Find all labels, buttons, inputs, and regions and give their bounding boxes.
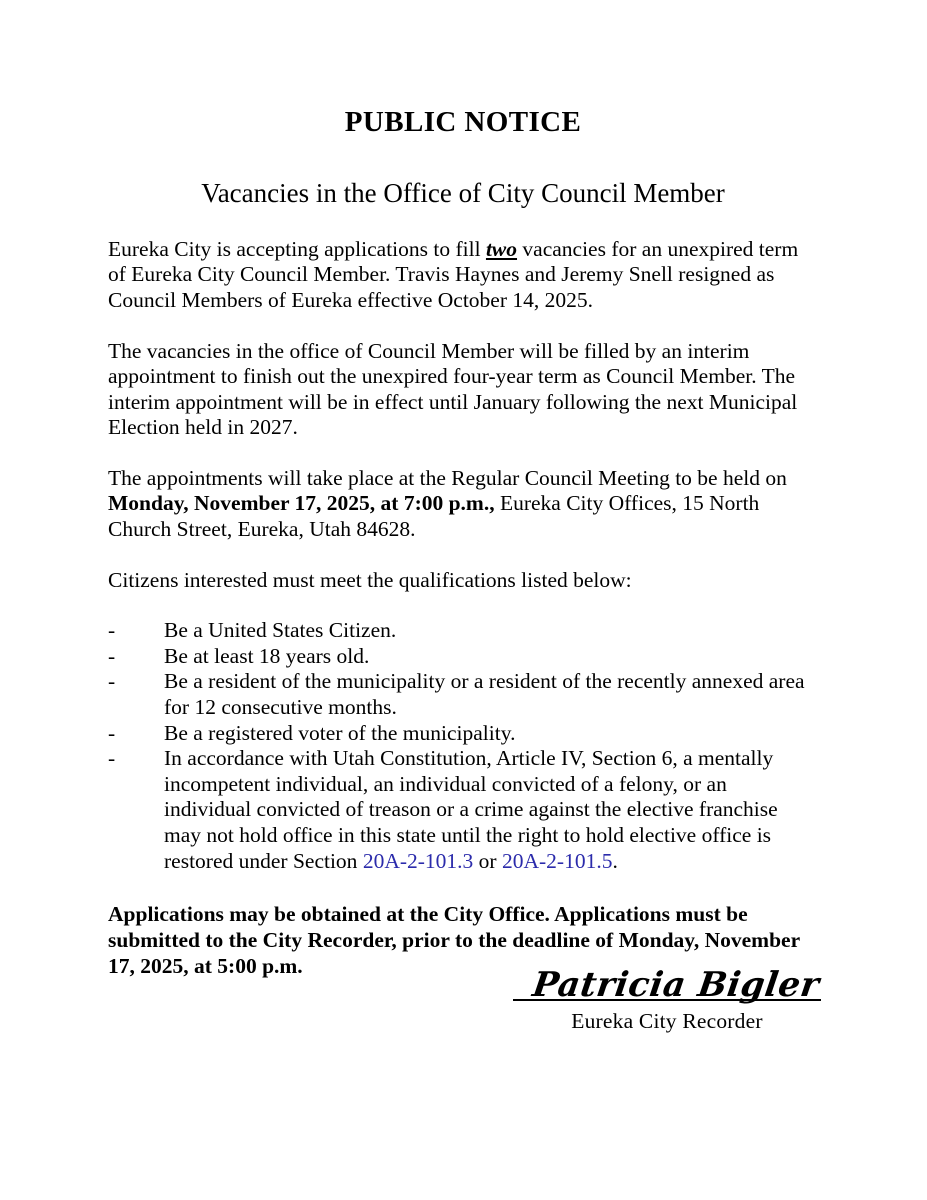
- signature-block: [513, 965, 821, 1034]
- document-content: [108, 0, 818, 980]
- emphasis-two: two: [485, 236, 518, 261]
- page-subtitle: Vacancies in the Office of City Council Member: [201, 178, 725, 209]
- list-item: [108, 721, 818, 747]
- paragraph-meeting: [108, 466, 818, 543]
- page-title: PUBLIC NOTICE: [344, 106, 582, 138]
- list-item-statute: [108, 746, 818, 874]
- list-marker: -: [108, 669, 116, 694]
- meeting-location: Eureka City Offices, 15 North Church Street, Eureka, Utah 84628.: [108, 491, 760, 542]
- statute-link-20a-2-101-3[interactable]: 20A-2-101.3: [362, 848, 474, 873]
- signature-name: Patricia Bigler: [530, 965, 822, 1005]
- qualifications-intro: Citizens interested must meet the qualifications listed below:: [108, 567, 632, 592]
- meeting-text-before-date: The appointments will take place at the Regular Council Meeting to be held on: [108, 465, 787, 490]
- list-item: [108, 644, 818, 670]
- list-item-text: Be a resident of the municipality or a resident of the recently annexed area for 12 consecutive months.: [164, 669, 805, 720]
- meeting-date-time: Monday, November 17, 2025, at 7:00 p.m.,: [108, 491, 495, 516]
- qualifications-list: [108, 618, 818, 874]
- intro-text-before-emphasis: Eureka City is accepting applications to fill: [108, 236, 486, 261]
- paragraph-closing-instructions: Applications may be obtained at the City Office. Applications must be submitted to the City Recorder, prior to the deadline of Monday, November 17, 2025, at 5:00 p.m.: [108, 902, 800, 978]
- paragraph-intro: [108, 237, 818, 314]
- statute-link-20a-2-101-5[interactable]: 20A-2-101.5: [501, 848, 613, 873]
- list-item-text: Be a United States Citizen.: [164, 618, 397, 643]
- list-marker: -: [108, 720, 116, 745]
- paragraph-interim-appointment: The vacancies in the office of Council Member will be filled by an interim appointment to finish out the unexpired four-year term as Council Member. The interim appointment will be in effect until January following the next Municipal Election held in 2027.: [108, 338, 798, 440]
- statute-text-before-links: In accordance with Utah Constitution, Article IV, Section 6, a mentally incompetent individual, an individual convicted of a felony, or an individual convicted of treason or a crime against the elective franchise may not hold office in this state until the right to hold elective office is restored under Section: [164, 746, 778, 873]
- body-text: [108, 210, 818, 980]
- list-marker: -: [108, 643, 116, 668]
- intro-text-after-emphasis: vacancies for an unexpired term of Eureka City Council Member. Travis Haynes and Jeremy Snell resigned as Council Members of Eureka effective October 14, 2025.: [108, 236, 799, 312]
- list-item-text: Be a registered voter of the municipality.: [164, 720, 516, 745]
- signature-title: Eureka City Recorder: [571, 1009, 763, 1033]
- statute-text-after-links: .: [612, 848, 618, 873]
- list-item: [108, 618, 818, 644]
- statute-text-between-links: or: [473, 848, 502, 873]
- list-item: [108, 669, 818, 720]
- list-marker: -: [108, 618, 116, 643]
- list-item-text: Be at least 18 years old.: [164, 643, 370, 668]
- list-marker: -: [108, 746, 116, 771]
